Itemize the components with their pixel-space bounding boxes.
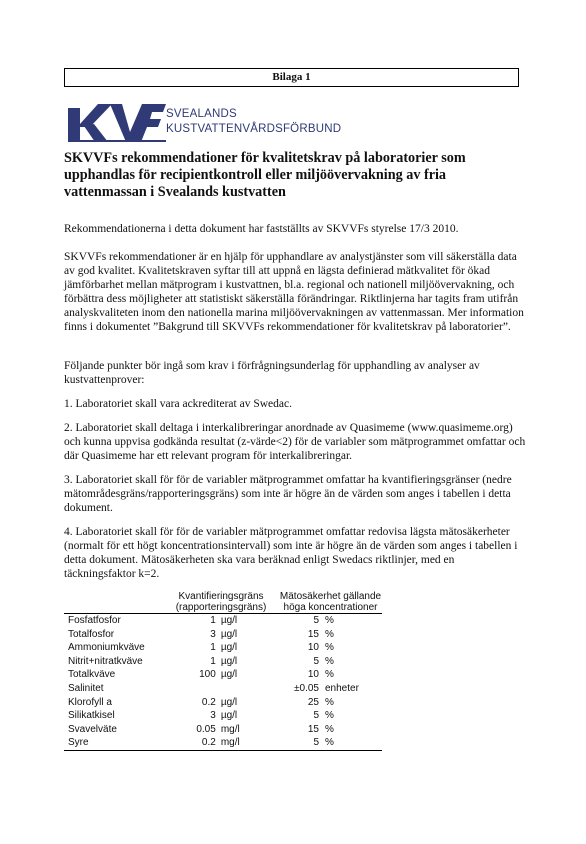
quant-value <box>165 682 216 696</box>
header-measurement-uncertainty <box>277 591 382 614</box>
quant-value: 3 <box>210 628 216 640</box>
uncertainty-unit: % <box>325 642 334 654</box>
uncertainty-unit: % <box>325 655 334 667</box>
uncertainty-unit: % <box>325 615 334 626</box>
variable-name: Svavelväte <box>68 723 117 735</box>
quant-unit <box>216 682 277 696</box>
quant-value: 100 <box>199 669 216 681</box>
variable-name: Fosfatfosfor <box>68 615 121 626</box>
table-row <box>64 668 382 682</box>
uncertainty-value: 5 <box>277 736 319 750</box>
variable-name: Syre <box>64 736 165 750</box>
annex-label: Bilaga 1 <box>272 71 311 83</box>
variable-name: Klorofyll a <box>68 696 112 708</box>
logo-wordmark <box>166 107 341 137</box>
quant-unit: µg/l <box>220 655 238 667</box>
quant-unit: µg/l <box>220 628 238 640</box>
uncertainty-value: 15 <box>307 723 319 735</box>
uncertainty-value: 10 <box>307 669 319 681</box>
table-row <box>64 655 382 669</box>
table-row <box>64 736 382 750</box>
paragraph-adoption: Rekommendationerna i detta dokument har fastställts av SKVVFs styrelse 17/3 2010. <box>64 223 459 235</box>
requirement-2: 2. Laboratoriet skall deltaga i interkalibreringar anordnade av Quasimeme (www.quasimeme.org) och kunna uppvisa godkända resultat (z-värde<2) för de variabler som mätprogrammet omfattar och där Quasimeme har ett relevant program för interkalibreringar. <box>64 422 526 462</box>
table-row <box>64 709 382 723</box>
quality-requirements-table <box>64 591 382 751</box>
annex-label-box <box>64 68 519 87</box>
table-row <box>64 696 382 710</box>
table-row <box>64 723 382 737</box>
table-header-row <box>64 591 382 614</box>
quant-value: 0.2 <box>201 696 216 708</box>
uncertainty-value: ±0.05 <box>294 682 319 694</box>
document-title: SKVVFs rekommendationer för kvalitetskrav på laboratorier som upphandlas för recipientkontroll eller miljöövervakning av fria vattenmassan i Svealands kustvatten <box>64 150 466 200</box>
paragraph-requirements-lead: Följande punkter bör ingå som krav i förfrågningsunderlag för upphandling av analyser av kustvattenprover: <box>64 360 480 386</box>
uncertainty-unit: % <box>325 710 334 722</box>
quant-unit: µg/l <box>220 669 238 681</box>
quant-unit: µg/l <box>220 615 238 626</box>
variable-name: Nitrit+nitratkväve <box>68 655 143 667</box>
logo-line-1: SVEALANDS <box>166 108 237 120</box>
table-row <box>64 682 382 696</box>
uncertainty-value: 25 <box>307 696 319 708</box>
uncertainty-unit: % <box>325 628 334 640</box>
quant-value: 1 <box>210 655 216 667</box>
quant-value: 0.05 <box>196 723 216 735</box>
uncertainty-unit: % <box>325 696 334 708</box>
quant-unit: µg/l <box>220 642 238 654</box>
variable-name: Ammoniumkväve <box>68 642 145 654</box>
uncertainty-unit: % <box>319 736 382 750</box>
table-row <box>64 614 382 628</box>
uncertainty-unit: enheter <box>325 682 359 694</box>
table-body <box>64 614 382 751</box>
header-quant-line-1: Kvantifieringsgräns <box>178 591 264 602</box>
header-quantification-limit <box>165 591 277 614</box>
uncertainty-value: 15 <box>307 628 319 640</box>
quant-value: 1 <box>210 642 216 654</box>
uncertainty-value: 10 <box>307 642 319 654</box>
requirement-3: 3. Laboratoriet skall för för de variabler mätprogrammet omfattar ha kvantifieringsgränser (nedre mätområdesgräns/rapporteringsgräns) som inte är högre än de värden som anges i tabellen i detta dokument. <box>64 474 512 514</box>
paragraph-intro: SKVVFs rekommendationer är en hjälp för upphandlare av analystjänster som vill säkerställa data av god kvalitet. Kvalitetskraven syftar till att uppnå en lägsta definierad mätkvalitet för ökad jämförbarhet mellan mätprogram i kustvattnen, bl.a. regional och nationell miljöövervakning, och förbättra dess möjligheter att statistiskt säkerställa förändringar. Riktlinjerna har tagits fram utifrån analyskvaliteten inom den nationella marina miljöövervakningen av vattenmassan. Mer information finns i dokumentet ”Bakgrund till SKVVFs rekommendationer för kvalitetskrav på laboratorier”. <box>64 251 524 333</box>
quant-value: 0.2 <box>165 736 216 750</box>
uncertainty-value: 5 <box>313 710 319 722</box>
header-quant-line-2: (rapporteringsgräns) <box>175 602 267 613</box>
quant-value: 1 <box>210 615 216 626</box>
logo-line-2: KUSTVATTENVÅRDSFÖRBUND <box>166 123 342 135</box>
uncertainty-value: 5 <box>313 615 319 626</box>
quant-unit: mg/l <box>220 723 240 735</box>
variable-name: Salinitet <box>68 682 104 694</box>
table-row <box>64 628 382 642</box>
variable-name: Totalkväve <box>68 669 116 681</box>
quant-unit: mg/l <box>216 736 277 750</box>
requirement-4: 4. Laboratoriet skall för för de variabler mätprogrammet omfattar redovisa lägsta mätosäkerheter (normalt för ett högt koncentrationsintervall) som inte är högre än de värden som anges i tabellen i detta dokument. Mätosäkerheten ska vara beräknad enligt Swedacs riktlinjer, med en täckningsfaktor k=2. <box>64 526 518 580</box>
quant-unit: µg/l <box>220 696 238 708</box>
uncertainty-unit: % <box>325 669 334 681</box>
header-meas-line-1: Mätosäkerhet gällande <box>279 591 382 602</box>
variable-name: Silikatkisel <box>68 710 115 722</box>
quant-unit: µg/l <box>220 710 238 722</box>
requirement-1: 1. Laboratoriet skall vara ackrediterat av Swedac. <box>64 398 292 410</box>
header-meas-line-2: höga koncentrationer <box>283 602 378 613</box>
uncertainty-value: 5 <box>313 655 319 667</box>
variable-name: Totalfosfor <box>68 628 115 640</box>
header-variable <box>64 591 165 614</box>
table-row <box>64 641 382 655</box>
uncertainty-unit: % <box>325 723 334 735</box>
quant-value: 3 <box>210 710 216 722</box>
